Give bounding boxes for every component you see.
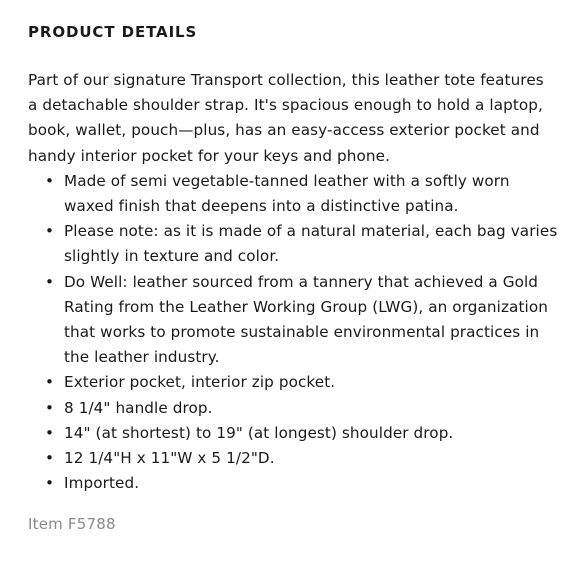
- details-list: [28, 169, 558, 497]
- list-item: • 8 1/4" handle drop.: [64, 396, 558, 421]
- list-item: • 12 1/4"H x 11"W x 5 1/2"D.: [64, 446, 558, 471]
- list-item: • Do Well: leather sourced from a tannery that achieved a Gold Rating from the Leather Working Group (LWG), an organization that works to promote sustainable environmental practices in the leather industry.: [64, 270, 558, 371]
- section-heading: PRODUCT DETAILS: [28, 23, 198, 41]
- list-item: • 14" (at shortest) to 19" (at longest) shoulder drop.: [64, 421, 558, 446]
- product-description: Part of our signature Transport collection, this leather tote features a detachable shoulder strap. It's spacious enough to hold a laptop, book, wallet, pouch—plus, has an easy-access exterior pocket and handy interior pocket for your keys and phone.: [28, 71, 544, 165]
- list-item: • Exterior pocket, interior zip pocket.: [64, 370, 558, 395]
- product-details-section: [28, 20, 558, 536]
- list-item: • Made of semi vegetable-tanned leather with a softly worn waxed finish that deepens into a distinctive patina.: [64, 169, 558, 219]
- item-number: Item F5788: [28, 515, 116, 534]
- list-item: • Imported.: [64, 471, 558, 496]
- list-item: • Please note: as it is made of a natural material, each bag varies slightly in texture and color.: [64, 219, 558, 269]
